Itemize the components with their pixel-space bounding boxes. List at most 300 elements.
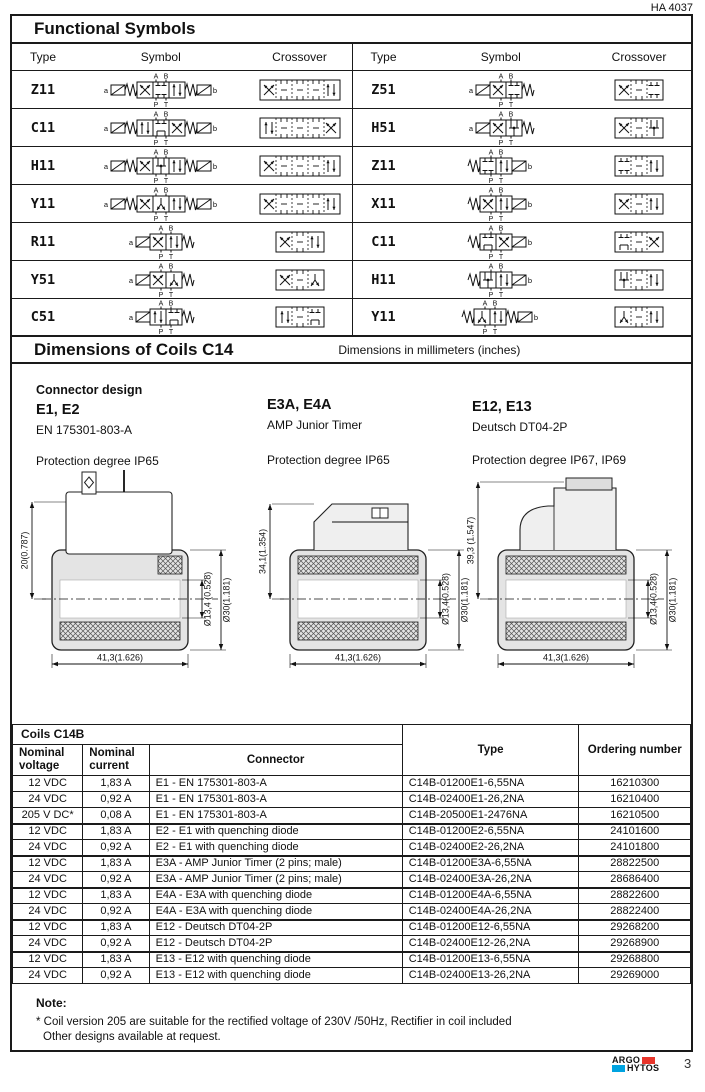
col-symbol-label: Symbol bbox=[480, 50, 521, 64]
symbol-row bbox=[12, 185, 352, 223]
crossover-symbol-drawing bbox=[259, 153, 341, 179]
cell-current: 0,92 A bbox=[83, 792, 149, 808]
header-nominal-voltage: Nominal voltage bbox=[13, 745, 83, 776]
svg-text:P: P bbox=[153, 101, 159, 108]
cell-current: 1,83 A bbox=[83, 952, 149, 968]
svg-text:P: P bbox=[488, 291, 494, 298]
crossover-symbol-drawing bbox=[259, 115, 341, 141]
valve-symbol-cell bbox=[415, 148, 588, 184]
coil-drawing-e12 bbox=[464, 466, 686, 678]
svg-text:a: a bbox=[103, 85, 108, 95]
crossover-symbol-drawing bbox=[259, 191, 341, 217]
valve-type-label: H11 bbox=[371, 271, 396, 288]
svg-text:P: P bbox=[158, 291, 164, 298]
cell-voltage: 24 VDC bbox=[13, 936, 83, 952]
svg-text:A: A bbox=[153, 73, 159, 80]
fs-header-left bbox=[12, 44, 352, 70]
dimensions-subtitle: Dimensions in millimeters (inches) bbox=[338, 342, 521, 357]
table-row bbox=[13, 840, 691, 856]
variant-name: E3A, E4A bbox=[267, 397, 332, 413]
cell-current: 0,92 A bbox=[83, 936, 149, 952]
valve-symbol-cell bbox=[415, 110, 588, 146]
connector-design-label: Connector design bbox=[36, 383, 143, 397]
fs-header-right bbox=[352, 44, 692, 70]
valve-symbol-drawing bbox=[126, 262, 196, 298]
symbol-row bbox=[353, 109, 692, 147]
valve-symbol-cell bbox=[415, 186, 588, 222]
valve-type-label: Y11 bbox=[30, 195, 56, 212]
table-row bbox=[13, 968, 691, 984]
cell-type: C14B-02400E4A-26,2NA bbox=[402, 904, 579, 920]
table-row bbox=[13, 920, 691, 936]
cell-current: 1,83 A bbox=[83, 776, 149, 792]
crossover-symbol-cell bbox=[248, 115, 352, 141]
document-code: HA 4037 bbox=[650, 2, 693, 14]
svg-text:a: a bbox=[128, 313, 133, 322]
valve-type-label: H11 bbox=[30, 157, 56, 174]
svg-text:T: T bbox=[508, 101, 513, 108]
valve-symbol-drawing bbox=[460, 299, 542, 335]
valve-symbol-cell bbox=[74, 262, 248, 298]
svg-text:20(0.787): 20(0.787) bbox=[19, 531, 30, 570]
svg-text:B: B bbox=[168, 300, 174, 308]
svg-text:Ø13,4 (0.528): Ø13,4 (0.528) bbox=[202, 571, 213, 627]
note-section bbox=[12, 986, 691, 1043]
cell-current: 0,92 A bbox=[83, 968, 149, 984]
cell-ordering-number: 16210300 bbox=[579, 776, 691, 792]
svg-text:B: B bbox=[508, 73, 514, 80]
fs-column-right bbox=[352, 71, 692, 337]
dimensions-title-bar bbox=[12, 337, 691, 364]
crossover-symbol-cell bbox=[587, 77, 691, 103]
logo-text-argo: ARGO bbox=[612, 1055, 641, 1065]
crossover-symbol-cell bbox=[587, 304, 691, 330]
cell-type: C14B-01200E1-6,55NA bbox=[402, 776, 579, 792]
svg-text:B: B bbox=[498, 149, 504, 156]
svg-text:A: A bbox=[498, 111, 504, 118]
svg-text:Ø13,4(0.528): Ø13,4(0.528) bbox=[440, 573, 451, 625]
valve-type-label: Y51 bbox=[30, 271, 56, 288]
valve-symbol-drawing bbox=[466, 224, 536, 260]
cell-type: C14B-01200E4A-6,55NA bbox=[402, 888, 579, 904]
svg-text:T: T bbox=[163, 101, 168, 108]
valve-type-label: Z11 bbox=[30, 81, 56, 98]
connector-variant-e3a-e4a bbox=[267, 394, 390, 469]
svg-text:Ø13,4(0.528): Ø13,4(0.528) bbox=[648, 573, 659, 625]
cell-current: 1,83 A bbox=[83, 856, 149, 872]
functional-symbols-header bbox=[12, 44, 691, 71]
svg-text:A: A bbox=[488, 149, 494, 156]
svg-text:A: A bbox=[488, 187, 494, 194]
svg-text:A: A bbox=[488, 263, 494, 270]
cell-connector: E2 - E1 with quenching diode bbox=[149, 824, 402, 840]
svg-text:T: T bbox=[168, 291, 173, 298]
crossover-symbol-cell bbox=[587, 229, 691, 255]
cell-type: C14B-02400E2-26,2NA bbox=[402, 840, 579, 856]
svg-text:A: A bbox=[153, 187, 159, 194]
crossover-symbol-cell bbox=[248, 304, 352, 330]
svg-text:41,3(1.626): 41,3(1.626) bbox=[542, 652, 590, 663]
svg-text:T: T bbox=[498, 291, 503, 298]
note-line: * Coil version 205 are suitable for the rectified voltage of 230V /50Hz, Rectifier in coil included bbox=[36, 1016, 512, 1028]
svg-text:B: B bbox=[168, 225, 174, 232]
valve-symbol-cell bbox=[74, 186, 248, 222]
valve-symbol-drawing bbox=[466, 72, 536, 108]
crossover-symbol-drawing bbox=[614, 229, 664, 255]
svg-text:A: A bbox=[488, 225, 494, 232]
cell-connector: E3A - AMP Junior Timer (2 pins; male) bbox=[149, 856, 402, 872]
cell-ordering-number: 29269000 bbox=[579, 968, 691, 984]
valve-symbol-cell bbox=[74, 72, 248, 108]
coil-drawing-e12-e13 bbox=[464, 466, 686, 678]
variant-name: E12, E13 bbox=[472, 399, 532, 415]
svg-text:39,3 (1.547): 39,3 (1.547) bbox=[465, 516, 476, 565]
col-type-label: Type bbox=[370, 50, 397, 64]
connector-variant-e1-e2 bbox=[36, 382, 159, 469]
cell-connector: E13 - E12 with quenching diode bbox=[149, 968, 402, 984]
table-row bbox=[13, 936, 691, 952]
coil-drawing-e3a-e4a bbox=[256, 466, 478, 678]
svg-text:a: a bbox=[128, 237, 133, 247]
fs-column-left bbox=[12, 71, 352, 337]
valve-type-label: R11 bbox=[30, 233, 56, 250]
svg-text:B: B bbox=[163, 111, 169, 118]
svg-text:T: T bbox=[163, 177, 168, 184]
cell-type: C14B-01200E3A-6,55NA bbox=[402, 856, 579, 872]
svg-text:Ø30(1.181): Ø30(1.181) bbox=[221, 577, 232, 623]
cell-connector: E13 - E12 with quenching diode bbox=[149, 952, 402, 968]
crossover-symbol-drawing bbox=[275, 229, 325, 255]
valve-type-label: X11 bbox=[371, 195, 396, 212]
svg-text:P: P bbox=[488, 253, 494, 260]
note-line: Other designs available at request. bbox=[43, 1031, 221, 1043]
cell-voltage: 24 VDC bbox=[13, 968, 83, 984]
valve-type-label: Z11 bbox=[371, 157, 396, 174]
cell-type: C14B-01200E12-6,55NA bbox=[402, 920, 579, 936]
valve-symbol-cell bbox=[415, 72, 588, 108]
page-frame bbox=[10, 14, 693, 1052]
svg-text:T: T bbox=[498, 177, 503, 184]
cell-voltage: 24 VDC bbox=[13, 840, 83, 856]
valve-symbol-cell bbox=[74, 110, 248, 146]
cell-ordering-number: 28686400 bbox=[579, 872, 691, 888]
crossover-symbol-drawing bbox=[614, 191, 664, 217]
svg-text:P: P bbox=[153, 177, 159, 184]
cell-ordering-number: 28822600 bbox=[579, 888, 691, 904]
cell-voltage: 12 VDC bbox=[13, 920, 83, 936]
cell-voltage: 12 VDC bbox=[13, 952, 83, 968]
svg-text:A: A bbox=[158, 300, 164, 308]
cell-ordering-number: 16210400 bbox=[579, 792, 691, 808]
symbol-row bbox=[12, 223, 352, 261]
svg-text:b: b bbox=[212, 199, 217, 209]
svg-text:a: a bbox=[128, 275, 133, 285]
cell-ordering-number: 28822400 bbox=[579, 904, 691, 920]
svg-text:B: B bbox=[498, 263, 504, 270]
valve-symbol-cell bbox=[415, 262, 588, 298]
cell-connector: E12 - Deutsch DT04-2P bbox=[149, 936, 402, 952]
cell-type: C14B-20500E1-2476NA bbox=[402, 808, 579, 824]
valve-symbol-drawing bbox=[466, 262, 536, 298]
cell-current: 1,83 A bbox=[83, 888, 149, 904]
svg-text:a: a bbox=[103, 199, 108, 209]
symbol-row bbox=[353, 147, 692, 185]
svg-text:b: b bbox=[527, 199, 532, 209]
valve-type-label: Y11 bbox=[371, 309, 396, 325]
crossover-symbol-drawing bbox=[259, 77, 341, 103]
svg-text:b: b bbox=[212, 161, 217, 171]
header-type: Type bbox=[402, 725, 579, 776]
cell-connector: E12 - Deutsch DT04-2P bbox=[149, 920, 402, 936]
svg-text:b: b bbox=[527, 275, 532, 285]
symbol-row bbox=[353, 261, 692, 299]
crossover-symbol-cell bbox=[587, 191, 691, 217]
cell-voltage: 12 VDC bbox=[13, 776, 83, 792]
table-row bbox=[13, 872, 691, 888]
symbol-row bbox=[353, 185, 692, 223]
variant-protection: Protection degree IP65 bbox=[36, 453, 159, 468]
logo-blue-square bbox=[612, 1065, 625, 1072]
cell-voltage: 12 VDC bbox=[13, 888, 83, 904]
crossover-symbol-cell bbox=[587, 267, 691, 293]
crossover-symbol-drawing bbox=[614, 77, 664, 103]
svg-text:A: A bbox=[158, 225, 164, 232]
svg-text:41,3(1.626): 41,3(1.626) bbox=[334, 652, 382, 663]
valve-type-label: H51 bbox=[371, 119, 396, 136]
cell-connector: E1 - EN 175301-803-A bbox=[149, 808, 402, 824]
svg-text:P: P bbox=[488, 215, 494, 222]
svg-text:B: B bbox=[492, 300, 498, 308]
valve-type-label: C51 bbox=[30, 309, 56, 325]
variant-protection: Protection degree IP65 bbox=[267, 453, 390, 468]
svg-text:a: a bbox=[103, 161, 108, 171]
valve-symbol-cell bbox=[74, 299, 248, 335]
valve-type-label: C11 bbox=[30, 119, 56, 136]
svg-text:B: B bbox=[163, 149, 169, 156]
svg-text:B: B bbox=[168, 263, 174, 270]
svg-text:b: b bbox=[212, 85, 217, 95]
cell-type: C14B-02400E13-26,2NA bbox=[402, 968, 579, 984]
cell-ordering-number: 29268800 bbox=[579, 952, 691, 968]
cell-current: 0,92 A bbox=[83, 840, 149, 856]
cell-voltage: 24 VDC bbox=[13, 792, 83, 808]
crossover-symbol-cell bbox=[248, 77, 352, 103]
valve-symbol-drawing bbox=[466, 110, 536, 146]
svg-text:A: A bbox=[482, 300, 488, 308]
cell-connector: E1 - EN 175301-803-A bbox=[149, 792, 402, 808]
svg-text:P: P bbox=[158, 253, 164, 260]
cell-ordering-number: 28822500 bbox=[579, 856, 691, 872]
svg-text:P: P bbox=[482, 329, 488, 335]
page-number: 3 bbox=[684, 1056, 692, 1071]
svg-text:41,3(1.626): 41,3(1.626) bbox=[96, 652, 144, 663]
valve-type-label: C11 bbox=[371, 233, 396, 250]
svg-text:a: a bbox=[103, 123, 108, 133]
col-crossover-label: Crossover bbox=[272, 50, 327, 64]
cell-voltage: 24 VDC bbox=[13, 872, 83, 888]
table-row bbox=[13, 952, 691, 968]
table-row bbox=[13, 776, 691, 792]
header-nominal-current: Nominal current bbox=[83, 745, 149, 776]
functional-symbols-title: Functional Symbols bbox=[12, 16, 691, 44]
cell-ordering-number: 24101800 bbox=[579, 840, 691, 856]
cell-connector: E3A - AMP Junior Timer (2 pins; male) bbox=[149, 872, 402, 888]
svg-text:T: T bbox=[498, 253, 503, 260]
svg-text:T: T bbox=[163, 139, 168, 146]
symbol-row bbox=[353, 299, 692, 337]
valve-symbol-cell bbox=[415, 224, 588, 260]
cell-connector: E2 - E1 with quenching diode bbox=[149, 840, 402, 856]
cell-type: C14B-02400E12-26,2NA bbox=[402, 936, 579, 952]
crossover-symbol-drawing bbox=[275, 304, 325, 330]
variant-protection: Protection degree IP67, IP69 bbox=[472, 453, 627, 468]
coils-table-title: Coils C14B bbox=[13, 725, 403, 745]
crossover-symbol-drawing bbox=[614, 153, 664, 179]
svg-text:b: b bbox=[212, 123, 217, 133]
variant-name: E1, E2 bbox=[36, 402, 80, 419]
coil-drawing-e3a bbox=[256, 466, 478, 678]
symbol-row bbox=[12, 261, 352, 299]
svg-text:P: P bbox=[153, 139, 159, 146]
svg-text:Ø30(1.181): Ø30(1.181) bbox=[667, 577, 678, 623]
cell-current: 0,92 A bbox=[83, 904, 149, 920]
col-crossover-label: Crossover bbox=[611, 50, 667, 64]
cell-current: 1,83 A bbox=[83, 824, 149, 840]
svg-text:P: P bbox=[498, 101, 504, 108]
svg-text:34,1(1.354): 34,1(1.354) bbox=[257, 529, 268, 574]
crossover-symbol-cell bbox=[587, 153, 691, 179]
svg-text:Ø30(1.181): Ø30(1.181) bbox=[459, 577, 470, 623]
cell-type: C14B-02400E3A-26,2NA bbox=[402, 872, 579, 888]
cell-type: C14B-02400E1-26,2NA bbox=[402, 792, 579, 808]
valve-symbol-drawing bbox=[466, 186, 536, 222]
cell-ordering-number: 24101600 bbox=[579, 824, 691, 840]
symbol-row bbox=[353, 223, 692, 261]
svg-text:b: b bbox=[527, 161, 532, 171]
col-symbol-label: Symbol bbox=[140, 50, 181, 64]
variant-description: Deutsch DT04-2P bbox=[472, 419, 568, 434]
svg-text:a: a bbox=[468, 123, 473, 133]
cell-voltage: 24 VDC bbox=[13, 904, 83, 920]
svg-text:P: P bbox=[153, 215, 159, 222]
svg-text:T: T bbox=[163, 215, 168, 222]
header-connector: Connector bbox=[149, 745, 402, 776]
svg-text:b: b bbox=[527, 237, 532, 247]
crossover-symbol-cell bbox=[587, 115, 691, 141]
cell-connector: E4A - E3A with quenching diode bbox=[149, 888, 402, 904]
svg-text:T: T bbox=[508, 139, 513, 146]
symbol-row bbox=[12, 147, 352, 185]
valve-symbol-drawing bbox=[126, 224, 196, 260]
svg-text:B: B bbox=[163, 73, 169, 80]
logo-text-hytos: HYTOS bbox=[627, 1063, 660, 1073]
table-row bbox=[13, 824, 691, 840]
col-type-label: Type bbox=[29, 50, 56, 64]
cell-voltage: 205 V DC* bbox=[13, 808, 83, 824]
crossover-symbol-cell bbox=[248, 229, 352, 255]
valve-symbol-drawing bbox=[101, 186, 221, 222]
table-row bbox=[13, 904, 691, 920]
svg-text:b: b bbox=[533, 313, 538, 322]
svg-text:A: A bbox=[498, 73, 504, 80]
crossover-symbol-cell bbox=[248, 153, 352, 179]
cell-voltage: 12 VDC bbox=[13, 824, 83, 840]
valve-symbol-cell bbox=[415, 299, 588, 335]
symbol-row bbox=[353, 71, 692, 109]
cell-voltage: 12 VDC bbox=[13, 856, 83, 872]
crossover-symbol-drawing bbox=[275, 267, 325, 293]
valve-symbol-drawing bbox=[101, 148, 221, 184]
svg-text:B: B bbox=[498, 225, 504, 232]
valve-symbol-cell bbox=[74, 148, 248, 184]
svg-text:B: B bbox=[508, 111, 514, 118]
table-row bbox=[13, 888, 691, 904]
svg-text:T: T bbox=[168, 329, 173, 335]
cell-ordering-number: 29268200 bbox=[579, 920, 691, 936]
table-row bbox=[13, 856, 691, 872]
cell-connector: E4A - E3A with quenching diode bbox=[149, 904, 402, 920]
svg-text:P: P bbox=[158, 329, 164, 335]
crossover-symbol-cell bbox=[248, 267, 352, 293]
svg-text:T: T bbox=[168, 253, 173, 260]
valve-symbol-drawing bbox=[101, 110, 221, 146]
valve-type-label: Z51 bbox=[371, 81, 396, 98]
functional-symbols-table bbox=[12, 71, 691, 337]
valve-symbol-drawing bbox=[126, 299, 196, 335]
crossover-symbol-drawing bbox=[614, 304, 664, 330]
svg-text:a: a bbox=[468, 85, 473, 95]
cell-current: 1,83 A bbox=[83, 920, 149, 936]
cell-ordering-number: 29268900 bbox=[579, 936, 691, 952]
svg-text:T: T bbox=[492, 329, 497, 335]
cell-current: 0,08 A bbox=[83, 808, 149, 824]
svg-text:B: B bbox=[498, 187, 504, 194]
valve-symbol-cell bbox=[74, 224, 248, 260]
coil-drawing-e1 bbox=[18, 466, 240, 678]
dimensions-area bbox=[12, 364, 691, 724]
variant-description: EN 175301-803-A bbox=[36, 423, 133, 438]
coils-table-section bbox=[12, 724, 691, 986]
table-row bbox=[13, 792, 691, 808]
variant-description: AMP Junior Timer bbox=[267, 417, 363, 432]
symbol-row bbox=[12, 299, 352, 337]
argo-hytos-logo bbox=[612, 1056, 659, 1072]
svg-text:A: A bbox=[153, 111, 159, 118]
crossover-symbol-drawing bbox=[614, 115, 664, 141]
cell-current: 0,92 A bbox=[83, 872, 149, 888]
valve-symbol-drawing bbox=[101, 72, 221, 108]
cell-type: C14B-01200E13-6,55NA bbox=[402, 952, 579, 968]
svg-text:A: A bbox=[153, 149, 159, 156]
cell-type: C14B-01200E2-6,55NA bbox=[402, 824, 579, 840]
crossover-symbol-drawing bbox=[614, 267, 664, 293]
svg-text:P: P bbox=[488, 177, 494, 184]
dimensions-title: Dimensions of Coils C14 bbox=[34, 339, 234, 359]
valve-symbol-drawing bbox=[466, 148, 536, 184]
cell-ordering-number: 16210500 bbox=[579, 808, 691, 824]
symbol-row bbox=[12, 71, 352, 109]
header-ordering-number: Ordering number bbox=[579, 725, 691, 776]
coil-drawing-e1-e2 bbox=[18, 466, 240, 678]
coils-table bbox=[12, 724, 691, 984]
svg-text:A: A bbox=[158, 263, 164, 270]
table-row bbox=[13, 808, 691, 824]
svg-text:P: P bbox=[498, 139, 504, 146]
symbol-row bbox=[12, 109, 352, 147]
svg-text:B: B bbox=[163, 187, 169, 194]
svg-text:T: T bbox=[498, 215, 503, 222]
note-title: Note: bbox=[36, 996, 67, 1010]
